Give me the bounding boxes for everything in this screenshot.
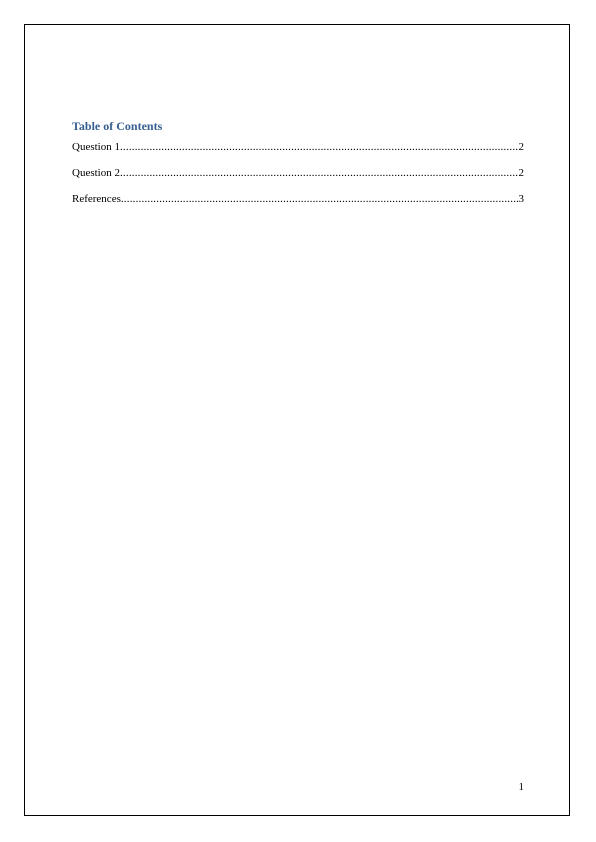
toc-entry-page: 3 <box>518 193 524 205</box>
dot-leader <box>121 192 519 206</box>
toc-entry-page: 2 <box>518 167 524 179</box>
toc-entry-label: Question 2 <box>72 167 120 179</box>
toc-heading: Table of Contents <box>72 119 163 133</box>
table-of-contents <box>72 118 524 218</box>
toc-entry-label: References <box>72 193 121 205</box>
dot-leader <box>120 140 519 154</box>
toc-entry-question-1[interactable] <box>72 140 524 154</box>
toc-entry-label: Question 1 <box>72 141 120 153</box>
toc-entry-page: 2 <box>518 141 524 153</box>
toc-entry-question-2[interactable] <box>72 166 524 180</box>
dot-leader <box>120 166 519 180</box>
page-number: 1 <box>518 781 524 793</box>
toc-entry-references[interactable] <box>72 192 524 206</box>
